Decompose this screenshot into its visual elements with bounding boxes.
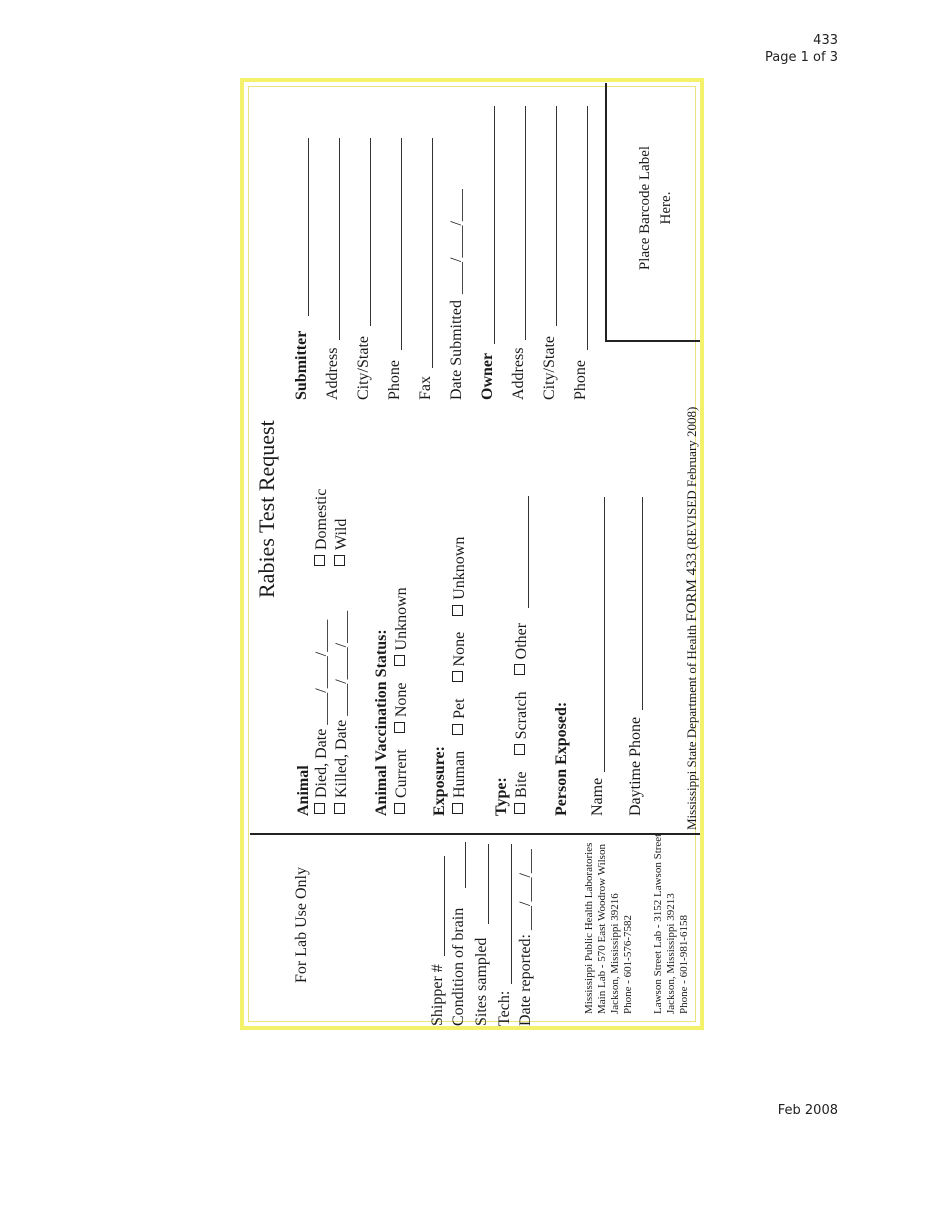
- main-lab-line2: Main Lab - 570 East Woodrow Wilson: [596, 844, 608, 1014]
- checkbox-icon[interactable]: [452, 803, 463, 814]
- submitter-city-field[interactable]: [370, 138, 371, 326]
- domestic-checkbox[interactable]: [314, 555, 325, 566]
- owner-address-label: Address: [510, 347, 527, 400]
- lab-use-title: For Lab Use Only: [293, 867, 310, 983]
- owner-phone-field[interactable]: [587, 106, 588, 350]
- exposure-human[interactable]: Human: [451, 751, 468, 816]
- vaccination-unknown[interactable]: Unknown: [393, 587, 410, 668]
- condition-field[interactable]: [465, 842, 466, 888]
- submitter-fax-field[interactable]: [432, 138, 433, 368]
- street-lab-line2: Jackson, Mississippi 39213: [665, 893, 677, 1014]
- type-other-field[interactable]: [528, 496, 529, 608]
- vaccination-options: [392, 577, 412, 816]
- footer-form: FORM 433: [684, 552, 700, 622]
- date-reported-label: Date reported:: [517, 934, 534, 1026]
- exposure-pet[interactable]: Pet: [451, 698, 468, 736]
- page-footer: [778, 1102, 838, 1119]
- tech-label: Tech:: [496, 990, 513, 1026]
- owner-city-label: City/State: [541, 336, 558, 400]
- died-option[interactable]: Died, Date ____/____/____: [312, 620, 332, 816]
- killed-option[interactable]: Killed, Date ____/____/____: [332, 611, 352, 816]
- checkbox-icon[interactable]: [452, 605, 463, 616]
- person-name-label: Name: [589, 777, 606, 816]
- animal-heading: Animal: [295, 765, 312, 816]
- page-indicator: Page 1 of 3: [765, 50, 838, 65]
- exposure-unknown[interactable]: Unknown: [451, 537, 468, 618]
- vaccination-none[interactable]: None: [393, 682, 410, 735]
- footer-org: Mississippi State Department of Health: [684, 624, 699, 830]
- type-heading: Type:: [493, 777, 510, 816]
- form-number: 433: [813, 33, 838, 48]
- checkbox-icon[interactable]: [452, 724, 463, 735]
- date-submitted-field[interactable]: ____/____/____: [448, 189, 465, 294]
- owner-field[interactable]: [494, 106, 495, 344]
- main-lab-line4: Phone - 601-576-7582: [622, 915, 634, 1014]
- date-reported-field[interactable]: ___/___/___: [517, 849, 534, 930]
- footer-date: Feb 2008: [777, 1103, 838, 1118]
- owner-city-field[interactable]: [556, 106, 557, 326]
- checkbox-icon[interactable]: [394, 655, 405, 666]
- checkbox-icon[interactable]: [394, 722, 405, 733]
- vaccination-current[interactable]: Current: [393, 749, 410, 816]
- rabies-form: [250, 83, 700, 1028]
- footer-revised: (REVISED February 2008): [684, 406, 699, 550]
- owner-heading: Owner: [479, 352, 496, 400]
- checkbox-icon[interactable]: [514, 803, 525, 814]
- sites-field[interactable]: [488, 844, 489, 924]
- submitter-heading: Submitter: [293, 330, 310, 400]
- date-submitted-label: Date Submitted: [448, 300, 465, 400]
- shipper-field[interactable]: [444, 856, 445, 956]
- person-name-field[interactable]: [604, 497, 605, 772]
- type-options: [512, 613, 532, 816]
- page-header: [765, 32, 838, 66]
- barcode-line1: Place Barcode Label: [637, 145, 653, 271]
- wild-option[interactable]: Wild: [332, 519, 352, 568]
- submitter-address-label: Address: [324, 347, 341, 400]
- checkbox-icon[interactable]: [452, 671, 463, 682]
- submitter-city-label: City/State: [355, 336, 372, 400]
- sites-label: Sites sampled: [473, 937, 490, 1026]
- main-lab-line1: Mississippi Public Health Laboratories: [583, 842, 595, 1014]
- killed-checkbox[interactable]: [334, 803, 345, 814]
- owner-phone-label: Phone: [572, 360, 589, 400]
- exposure-heading: Exposure:: [431, 746, 448, 816]
- wild-checkbox[interactable]: [334, 555, 345, 566]
- main-lab-line3: Jackson, Mississippi 39216: [609, 893, 621, 1014]
- exposure-options: [450, 527, 470, 816]
- submitter-address-field[interactable]: [339, 138, 340, 340]
- condition-label: Condition of brain: [450, 907, 467, 1026]
- form-footer: [682, 407, 702, 830]
- checkbox-icon[interactable]: [394, 803, 405, 814]
- type-bite[interactable]: Bite: [513, 771, 530, 816]
- vaccination-heading: Animal Vaccination Status:: [373, 629, 390, 816]
- street-lab-line3: Phone - 601-981-6158: [678, 915, 690, 1014]
- type-other[interactable]: Other: [513, 623, 530, 677]
- died-checkbox[interactable]: [314, 803, 325, 814]
- form-title: Rabies Test Request: [254, 420, 279, 598]
- daytime-phone-field[interactable]: [642, 497, 643, 710]
- lab-divider: [250, 833, 700, 835]
- barcode-box-top: [605, 83, 607, 342]
- street-lab-line1: Lawson Street Lab - 3152 Lawson Street: [652, 833, 664, 1014]
- checkbox-icon[interactable]: [514, 744, 525, 755]
- exposure-none[interactable]: None: [451, 632, 468, 685]
- domestic-option[interactable]: Domestic: [312, 489, 332, 568]
- shipper-label: Shipper #: [429, 964, 446, 1026]
- barcode-line2: Here.: [658, 191, 674, 225]
- person-exposed-heading: Person Exposed:: [553, 701, 570, 816]
- checkbox-icon[interactable]: [514, 664, 525, 675]
- tech-field[interactable]: [511, 844, 512, 984]
- type-scratch[interactable]: Scratch: [513, 691, 530, 757]
- daytime-phone-label: Daytime Phone: [627, 716, 644, 816]
- submitter-field[interactable]: [308, 138, 309, 316]
- submitter-phone-field[interactable]: [401, 138, 402, 350]
- submitter-phone-label: Phone: [386, 360, 403, 400]
- owner-address-field[interactable]: [525, 106, 526, 340]
- submitter-fax-label: Fax: [417, 376, 434, 400]
- barcode-box-left: [605, 340, 700, 342]
